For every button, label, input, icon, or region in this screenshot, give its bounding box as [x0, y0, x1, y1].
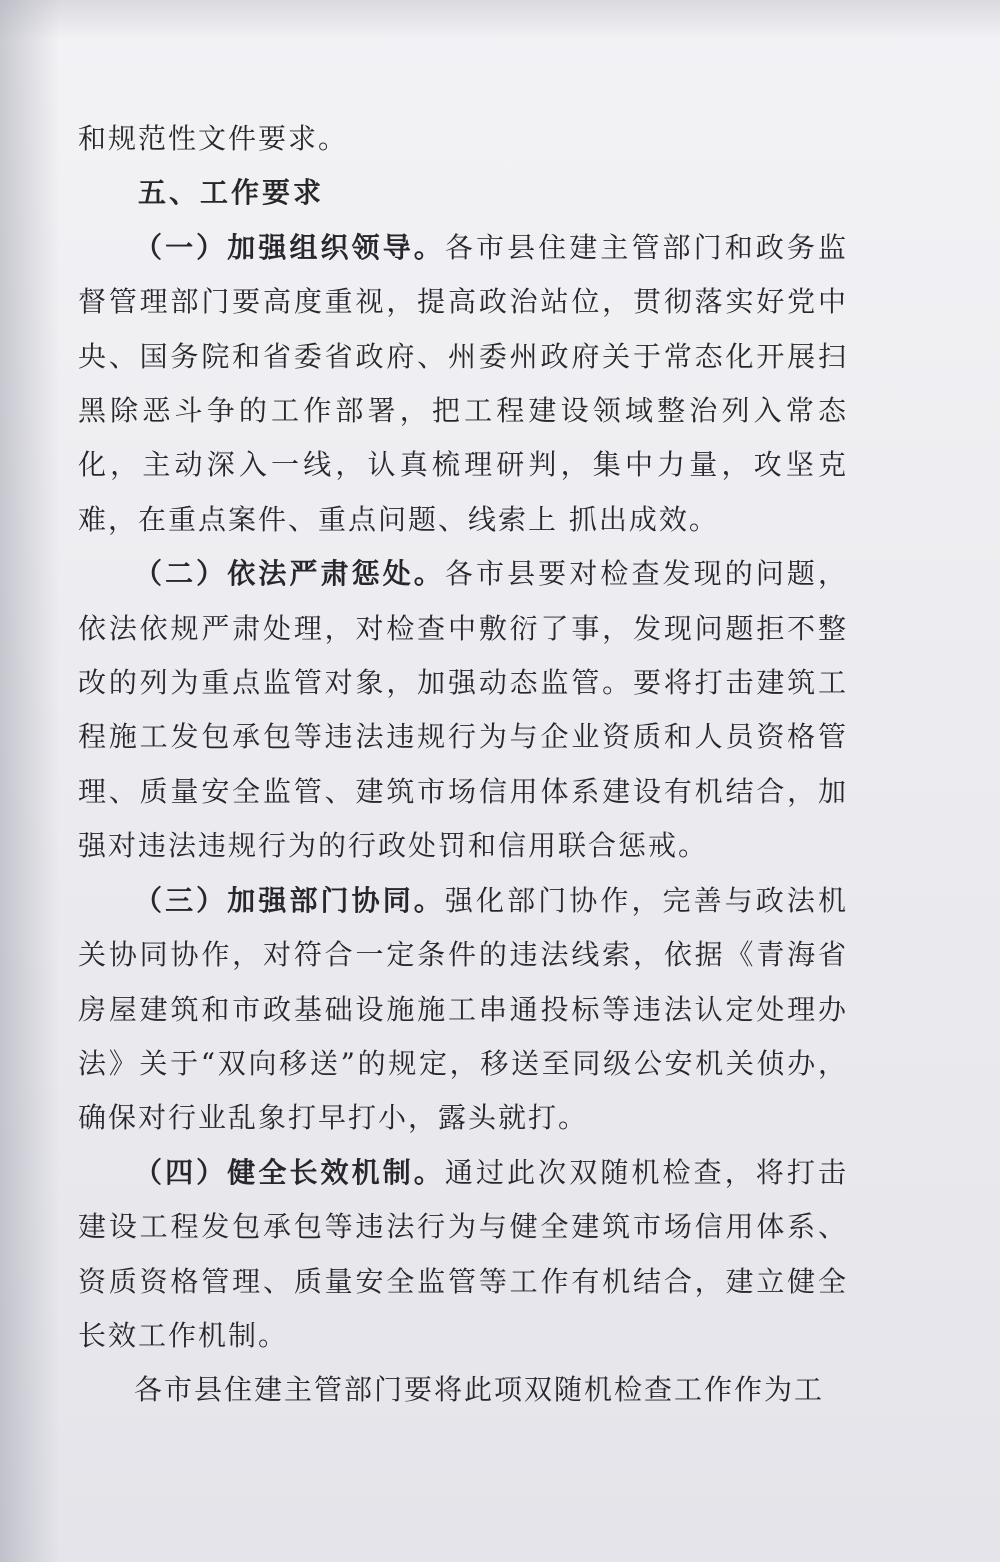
paragraph-4-body: 通过此次双随机检查，将打击建设工程发包承包等违法行为与健全建筑市场信用体系、资质资格管理、质量安全监管等工作有机结合，建立健全长效工作机制。: [78, 1155, 848, 1352]
paragraph-2-title: （二）依法严肃惩处。: [134, 557, 445, 591]
paragraph-3-title: （三）加强部门协同。: [134, 883, 445, 917]
closing-line: 各市县住建主管部门要将此项双随机检查工作作为工: [134, 1373, 825, 1407]
page-shadow-top: [0, 0, 1000, 40]
section-title: 五、工作要求: [138, 176, 325, 210]
paragraph-2-body: 各市县要对检查发现的问题，依法依规严肃处理，对检查中敷衍了事，发现问题拒不整改的列为重点监管对象，加强动态监管。要将打击建筑工程施工发包承包等违法违规行为与企业资质和人员资格管理、质量安全监管、建筑市场信用体系建设有机结合，加强对违法违规行为的行政处罚和信用联合惩戒。: [78, 557, 848, 863]
document-body: [78, 112, 848, 1418]
paragraph-4-title: （四）健全长效机制。: [134, 1155, 445, 1189]
paragraph-1-body: 各市县住建主管部门和政务监督管理部门要高度重视，提高政治站位，贯彻落实好党中央、国务院和省委省政府、州委州政府关于常态化开展扫黑除恶斗争的工作部署，把工程建设领域整治列入常态化，主动深入一线，认真梳理研判，集中力量，攻坚克难，在重点案件、重点问题、线索上 抓出成效。: [78, 230, 848, 536]
paragraph-4: [78, 1146, 848, 1364]
intro-line: 和规范性文件要求。: [78, 122, 349, 155]
paragraph-2: [78, 547, 848, 873]
paragraph-1: [78, 221, 848, 547]
page-shadow-left: [0, 0, 60, 1562]
paragraph-1-title: （一）加强组织领导。: [134, 230, 445, 264]
paragraph-3-body: 强化部门协作，完善与政法机关协同协作，对符合一定条件的违法线索，依据《青海省房屋建筑和市政基础设施施工串通投标等违法认定处理办法》关于“双向移送”的规定，移送至同级公安机关侦办，确保对行业乱象打早打小，露头就打。: [78, 883, 848, 1135]
paragraph-3: [78, 874, 848, 1146]
